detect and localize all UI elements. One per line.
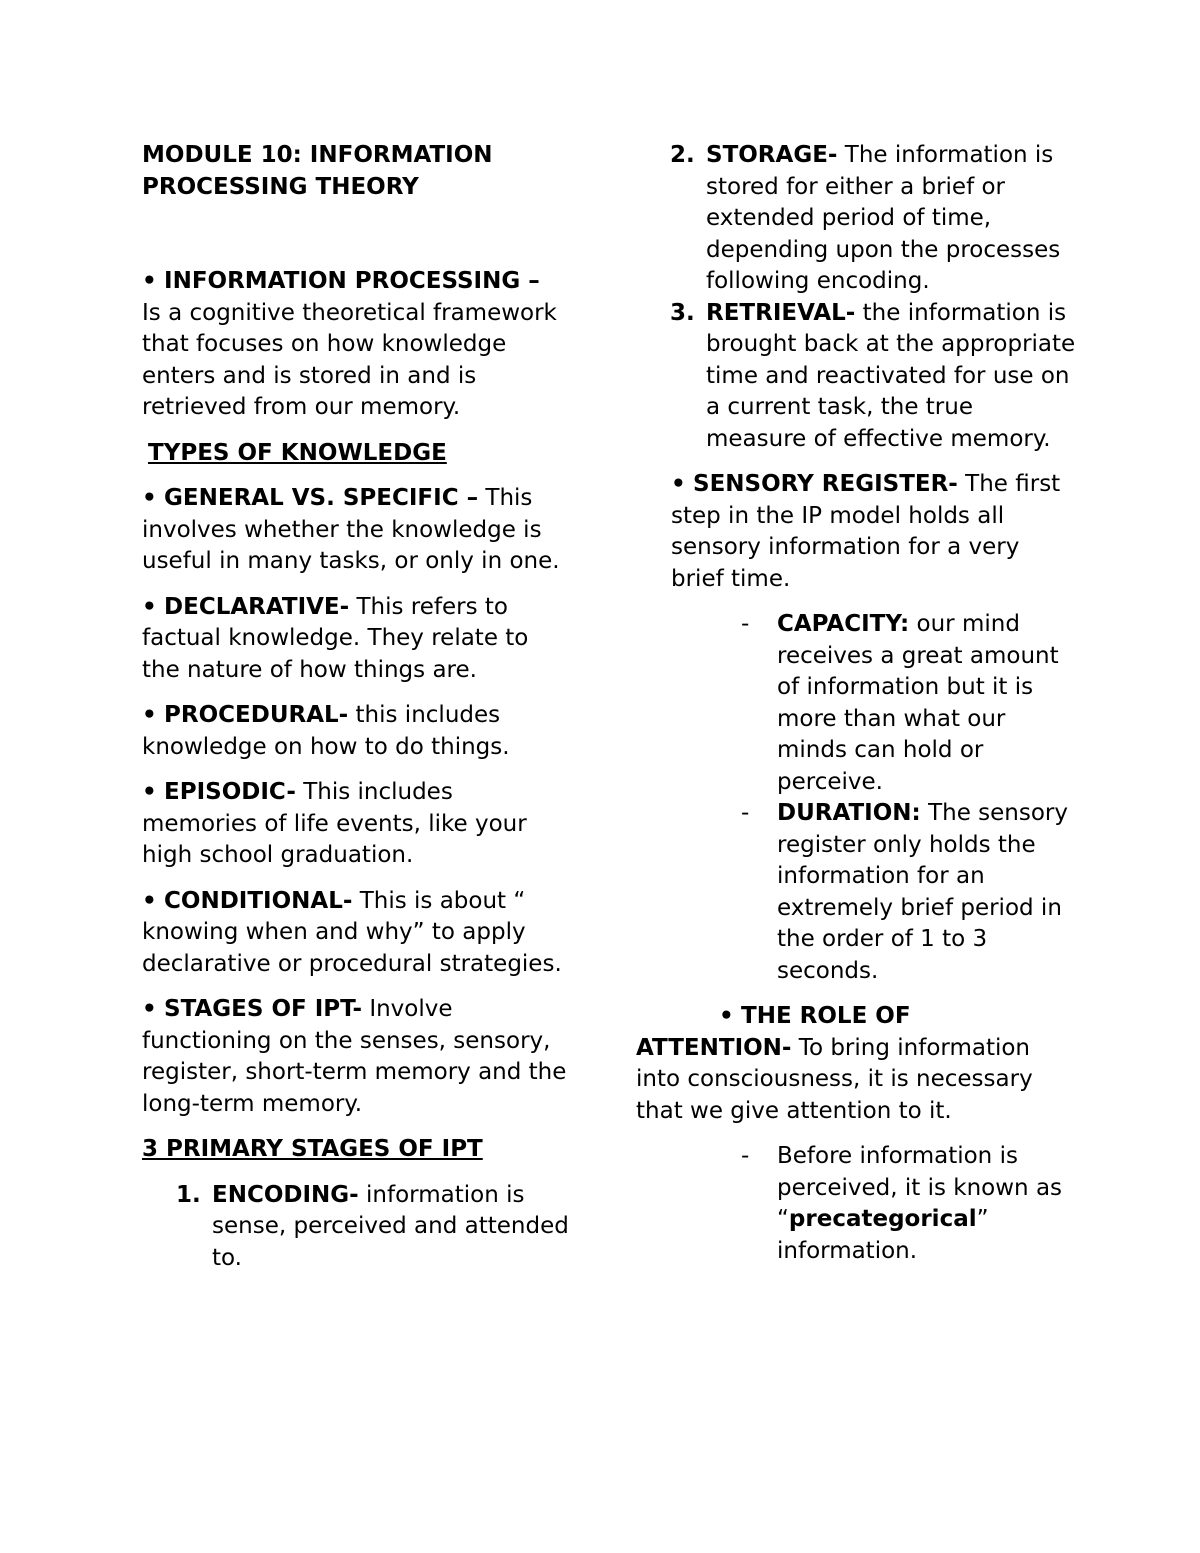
info-processing-text: Is a cognitive theoretical framework that focuses on how knowledge enters and is stored in and is retrieved from our memory. [142, 299, 557, 420]
procedural-term: PROCEDURAL- [164, 702, 349, 728]
role-attention-term-line1: THE ROLE OF [741, 1003, 911, 1029]
before-info-text-start: Before information is perceived, it is known as “ [777, 1143, 1063, 1232]
role-attention-text: To bring information into consciousness, it is necessary that we give attention to it. [636, 1034, 1033, 1124]
list-number: 1. [176, 1181, 201, 1208]
duration-item [636, 798, 1076, 987]
procedural-paragraph [142, 700, 572, 763]
storage-text: The information is stored for either a brief or extended period of time, depending upon the processes following encoding. [706, 142, 1061, 294]
dash-marker: - [741, 1143, 750, 1169]
title-line-1: MODULE 10: INFORMATION [142, 142, 493, 168]
general-specific-text: This involves whether the knowledge is useful in many tasks, or only in one. [142, 485, 560, 574]
title-line-2: PROCESSING THEORY [142, 173, 419, 200]
capacity-term: CAPACITY: [777, 611, 910, 637]
declarative-text: This refers to factual knowledge. They relate to the nature of how things are. [142, 593, 529, 683]
right-column [636, 140, 1076, 1267]
stages-paragraph [142, 994, 572, 1120]
info-processing-paragraph [142, 266, 572, 424]
dash-marker: - [741, 611, 750, 637]
declarative-paragraph [142, 592, 572, 687]
declarative-term: DECLARATIVE- [164, 593, 350, 620]
retrieval-item [636, 298, 1076, 456]
bullet: • [671, 471, 686, 497]
retrieval-term: RETRIEVAL- [706, 299, 856, 326]
precategorical-term: precategorical [788, 1206, 977, 1232]
conditional-paragraph [142, 886, 572, 981]
episodic-term: EPISODIC- [164, 779, 296, 805]
stages-text: Involve functioning on the senses, sensory, register, short-term memory and the long-term memory. [142, 996, 567, 1117]
bullet: • [142, 779, 157, 805]
role-attention-paragraph [636, 1001, 1076, 1127]
list-number: 3. [670, 299, 695, 326]
procedural-text: this includes knowledge on how to do things. [142, 702, 510, 760]
duration-text: The sensory register only holds the information for an extremely brief period in the order of 1 to 3 seconds. [777, 800, 1068, 984]
conditional-term: CONDITIONAL- [164, 887, 353, 914]
bullet: • [142, 887, 157, 914]
sensory-register-text: The first step in the IP model holds all sensory information for a very brief time. [671, 471, 1061, 592]
capacity-text: our mind receives a great amount of information but it is more than what our minds can hold or perceive. [777, 611, 1059, 795]
bullet: • [142, 593, 157, 620]
role-attention-term-line2: ATTENTION- [636, 1034, 792, 1061]
stages-term: STAGES OF IPT- [164, 996, 362, 1022]
types-heading: TYPES OF KNOWLEDGE [148, 439, 447, 466]
sensory-register-term: SENSORY REGISTER- [693, 471, 958, 497]
encoding-item [142, 1180, 572, 1275]
conditional-text: This is about “ knowing when and why” to apply declarative or procedural strategies. [142, 887, 562, 977]
retrieval-text: the information is brought back at the appropriate time and reactivated for use on a current task, the true measure of effective memory. [706, 299, 1076, 452]
general-specific-paragraph [142, 483, 572, 578]
bullet: • [142, 996, 157, 1022]
duration-term: DURATION: [777, 800, 921, 826]
list-number: 2. [670, 142, 695, 168]
bullet: • [142, 485, 157, 511]
storage-term: STORAGE- [706, 142, 838, 168]
episodic-text: This includes memories of life events, like your high school graduation. [142, 779, 527, 868]
capacity-item [636, 609, 1076, 798]
bullet: • [142, 702, 157, 728]
episodic-paragraph [142, 777, 572, 872]
primary-stages-heading: 3 PRIMARY STAGES OF IPT [142, 1136, 483, 1162]
sensory-register-paragraph [636, 469, 1076, 595]
encoding-text: information is sense, perceived and attended to. [212, 1181, 569, 1271]
before-info-text-end: ” information. [777, 1206, 989, 1264]
left-column [142, 140, 572, 1274]
dash-marker: - [741, 800, 750, 826]
bullet: • [142, 268, 157, 294]
bullet: • [719, 1003, 734, 1029]
types-heading-row [142, 438, 572, 470]
info-processing-term: INFORMATION PROCESSING – [164, 268, 540, 294]
primary-heading-row [142, 1134, 572, 1166]
general-specific-term: GENERAL VS. SPECIFIC – [164, 485, 479, 511]
encoding-term: ENCODING- [212, 1181, 359, 1208]
storage-item [636, 140, 1076, 298]
page-title [142, 140, 572, 203]
before-info-item [636, 1141, 1076, 1267]
